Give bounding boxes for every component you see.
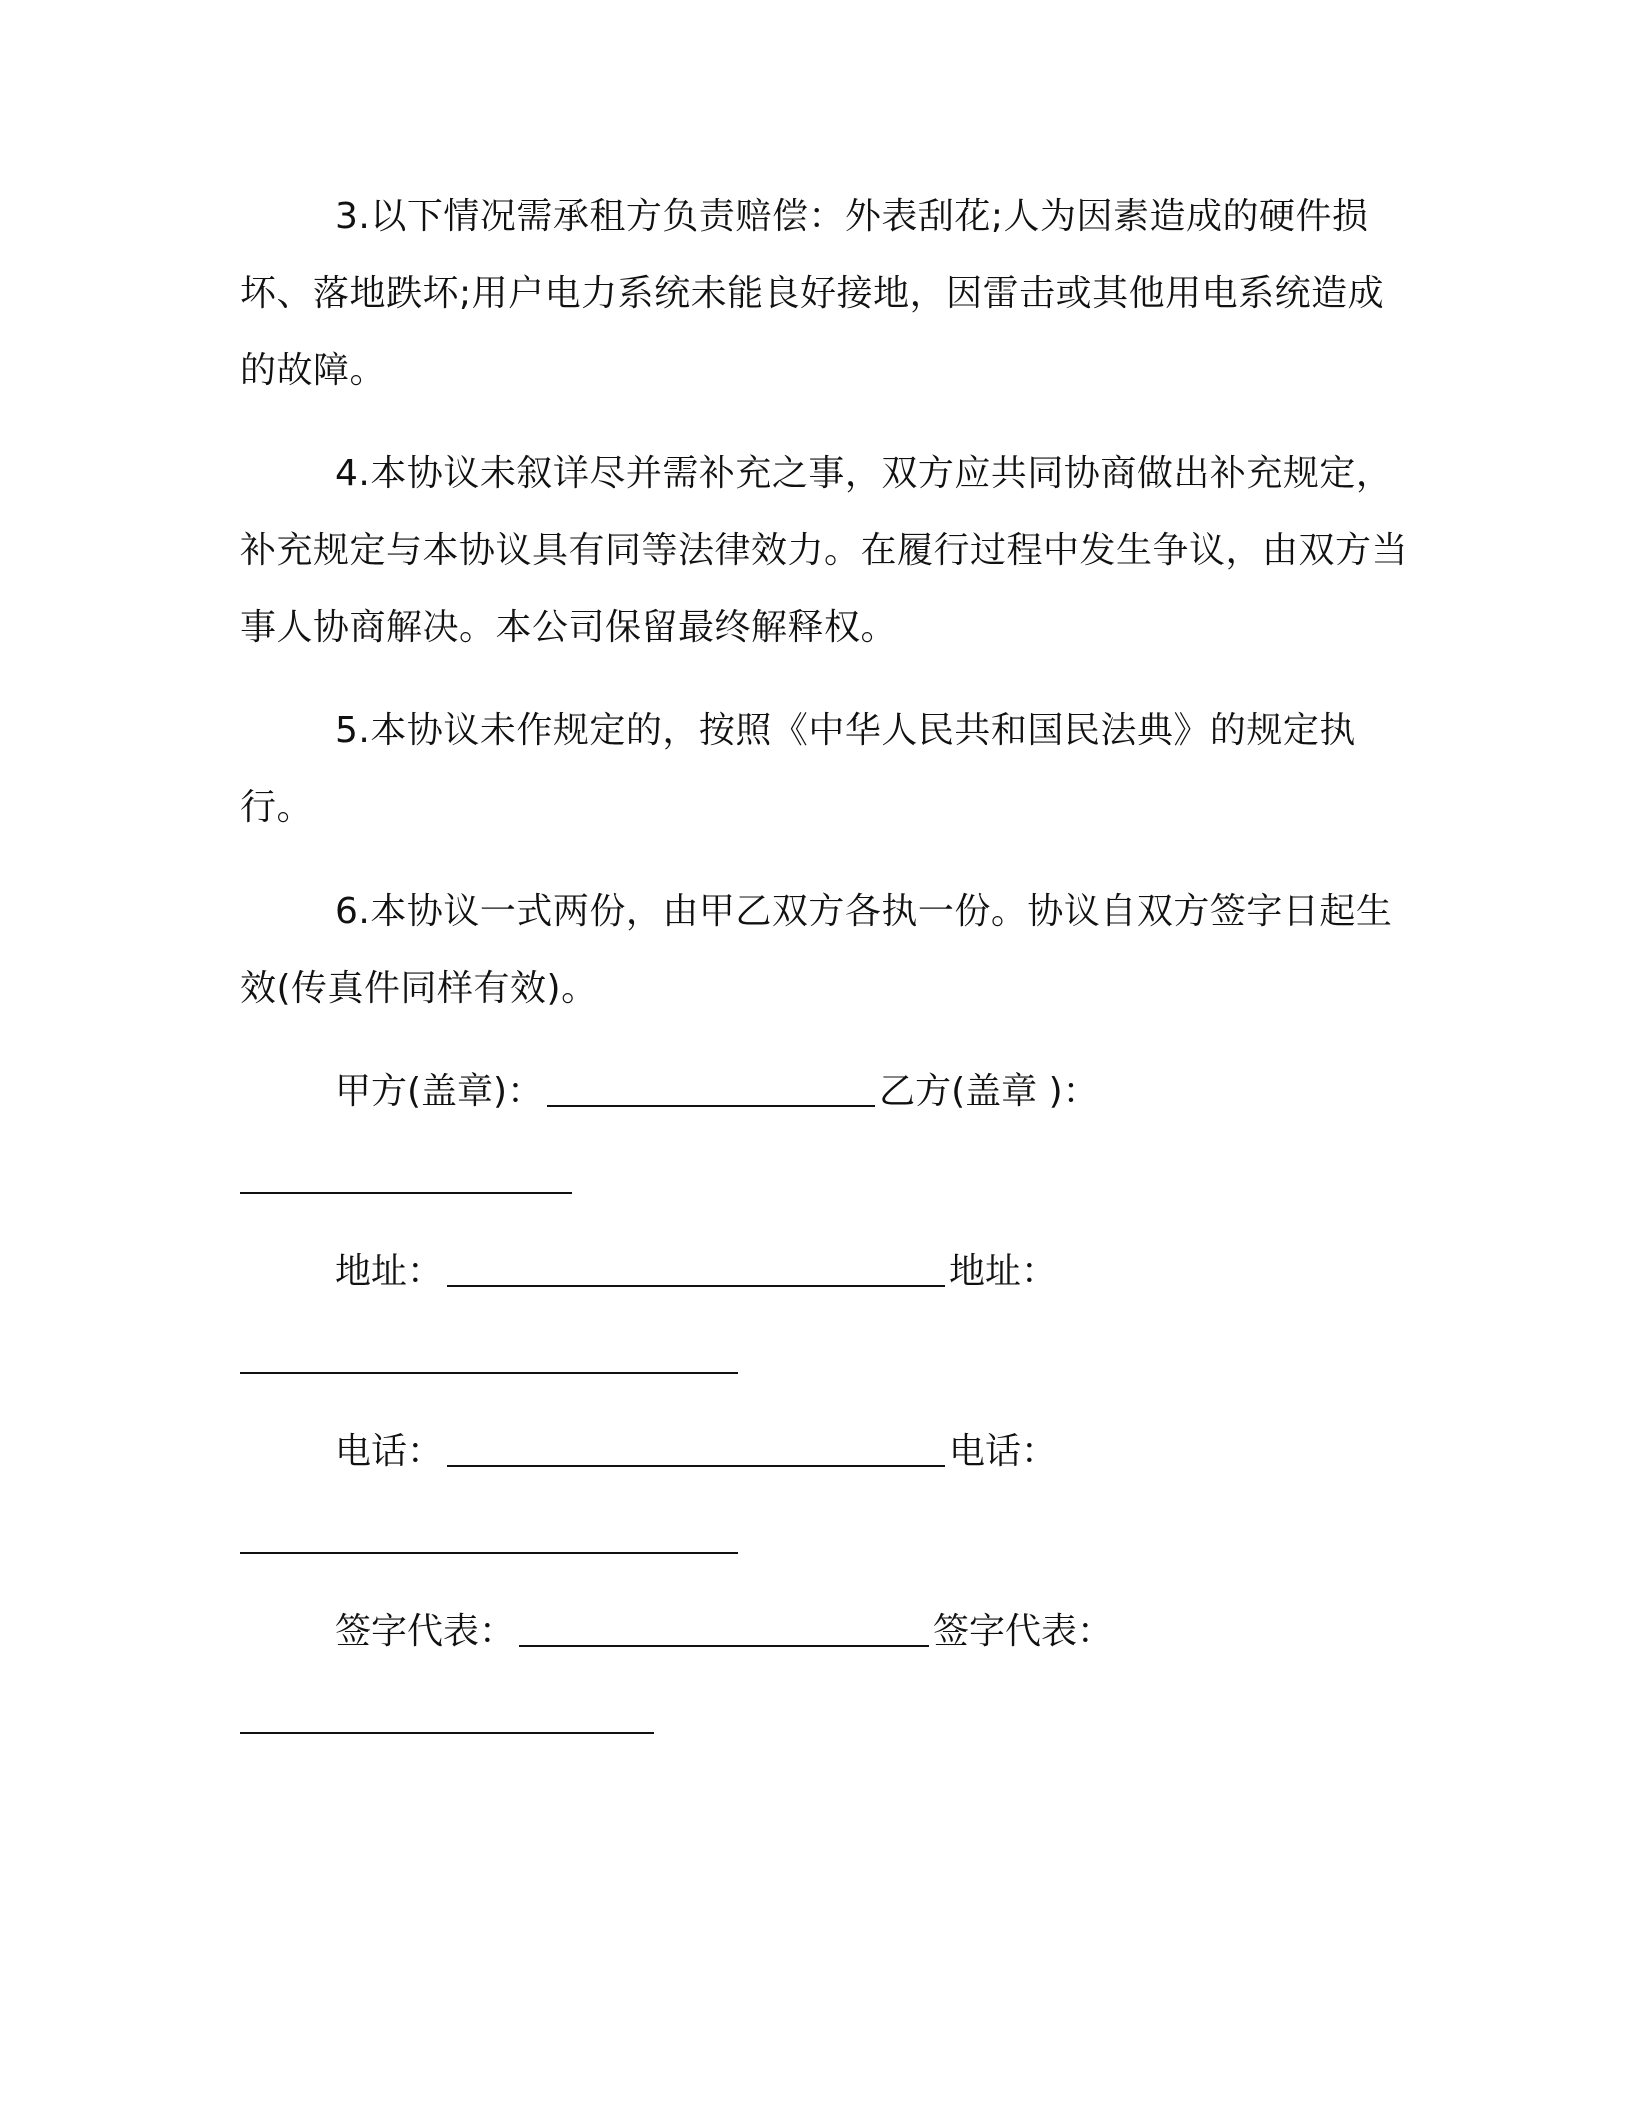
phone-b-label: 电话： <box>949 1431 1058 1472</box>
phone-a-label: 电话： <box>335 1431 444 1472</box>
party-seal-row <box>335 1068 1099 1116</box>
phone-row <box>335 1428 1057 1476</box>
address-b-blank[interactable] <box>240 1370 738 1374</box>
clause-5: 5.本协议未作规定的，按照《中华人民共和国民法典》的规定执行。 <box>240 710 1356 828</box>
phone-a-blank[interactable] <box>447 1433 945 1467</box>
party-b-seal-blank[interactable] <box>240 1190 572 1194</box>
clause-4: 4.本协议未叙详尽并需补充之事，双方应共同协商做出补充规定，补充规定与本协议具有同等法律效力。在履行过程中发生争议，由双方当事人协商解决。本公司保留最终解释权。 <box>240 453 1409 648</box>
address-a-label: 地址： <box>335 1251 444 1292</box>
phone-b-blank[interactable] <box>240 1550 738 1554</box>
party-a-seal-label: 甲方(盖章)： <box>335 1071 544 1112</box>
clause-3: 3.以下情况需承租方负责赔偿：外表刮花;人为因素造成的硬件损坏、落地跌坏;用户电力系统未能良好接地，因雷击或其他用电系统造成的故障。 <box>240 196 1385 391</box>
address-b-label: 地址： <box>949 1251 1058 1292</box>
rep-a-blank[interactable] <box>519 1613 929 1647</box>
party-b-seal-label: 乙方(盖章 )： <box>879 1071 1099 1112</box>
rep-b-blank[interactable] <box>240 1730 654 1734</box>
rep-b-label: 签字代表： <box>933 1611 1114 1652</box>
clause-6: 6.本协议一式两份，由甲乙双方各执一份。协议自双方签字日起生效(传真件同样有效)。 <box>240 891 1393 1009</box>
rep-a-label: 签字代表： <box>335 1611 516 1652</box>
party-a-seal-blank[interactable] <box>547 1073 875 1107</box>
representative-row <box>335 1608 1113 1656</box>
address-a-blank[interactable] <box>447 1253 945 1287</box>
address-row <box>335 1248 1057 1296</box>
